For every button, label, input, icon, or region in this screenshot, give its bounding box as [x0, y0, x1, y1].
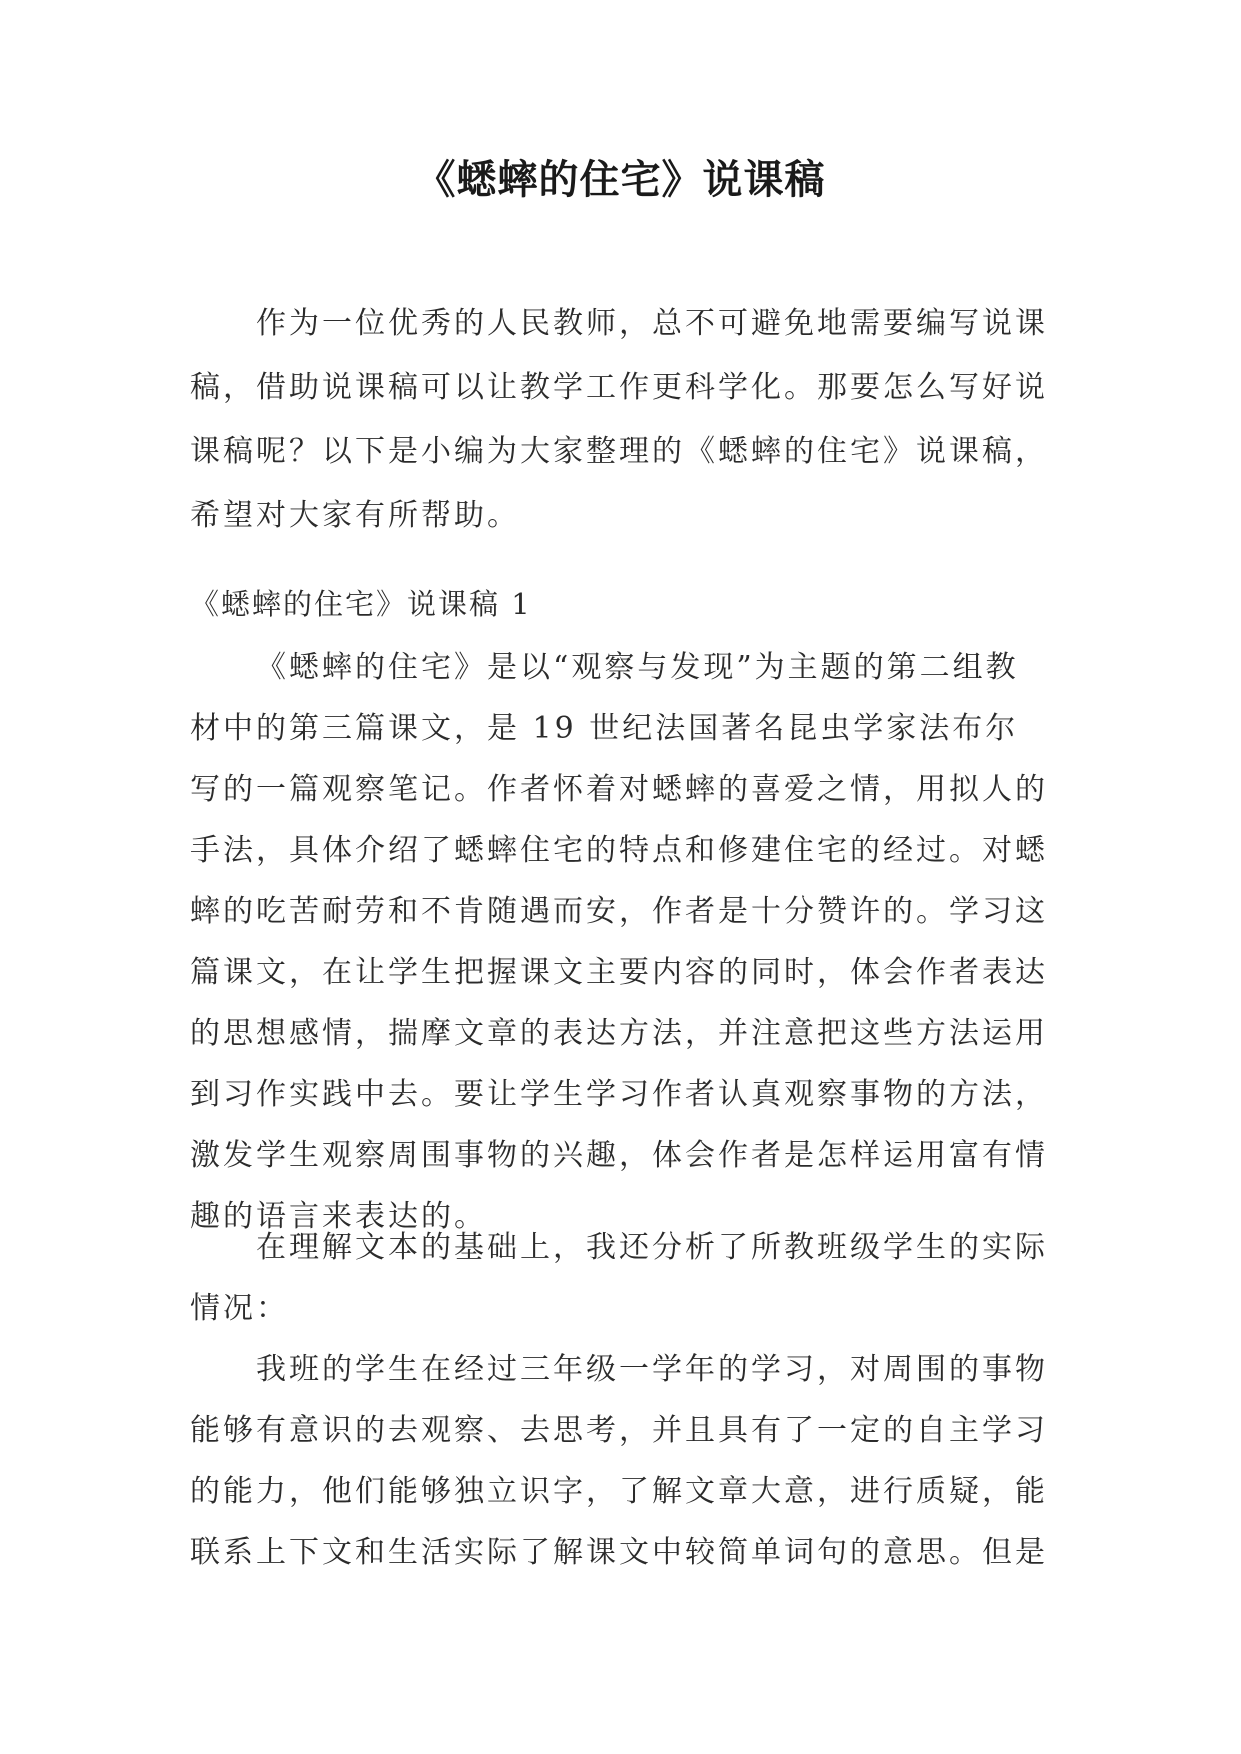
body-paragraph: 我班的学生在经过三年级一学年的学习，对周围的事物能够有意识的去观察、去思考，并且具有了一定的自主学习的能力，他们能够独立识字，了解文章大意，进行质疑，能联系上下文和生活实际了解课文中较简单词句的意思。但是	[190, 1352, 1048, 1570]
body-paragraph: 《蟋蟀的住宅》是以“观察与发现”为主题的第二组教材中的第三篇课文，是 19 世纪法国著名昆虫学家法布尔写的一篇观察笔记。作者怀着对蟋蟀的喜爱之情，用拟人的手法，具体介绍了蟋蟀住宅的特点和修建住宅的经过。对蟋蟀的吃苦耐劳和不肯随遇而安，作者是十分赞许的。学习这篇课文，在让学生把握课文主要内容的同时，体会作者表达的思想感情，揣摩文章的表达方法，并注意把这些方法运用到习作实践中去。要让学生学习作者认真观察事物的方法，激发学生观察周围事物的兴趣，体会作者是怎样运用富有情趣的语言来表达的。	[190, 650, 1048, 1234]
body-paragraph: 在理解文本的基础上，我还分析了所教班级学生的实际情况：	[190, 1230, 1048, 1326]
section-heading: 《蟋蟀的住宅》说课稿 1	[190, 587, 532, 621]
intro-paragraph: 作为一位优秀的人民教师，总不可避免地需要编写说课稿，借助说课稿可以让教学工作更科学化。那要怎么写好说课稿呢？以下是小编为大家整理的《蟋蟀的住宅》说课稿，希望对大家有所帮助。	[190, 306, 1048, 533]
document-title: 《蟋蟀的住宅》说课稿	[415, 157, 826, 203]
